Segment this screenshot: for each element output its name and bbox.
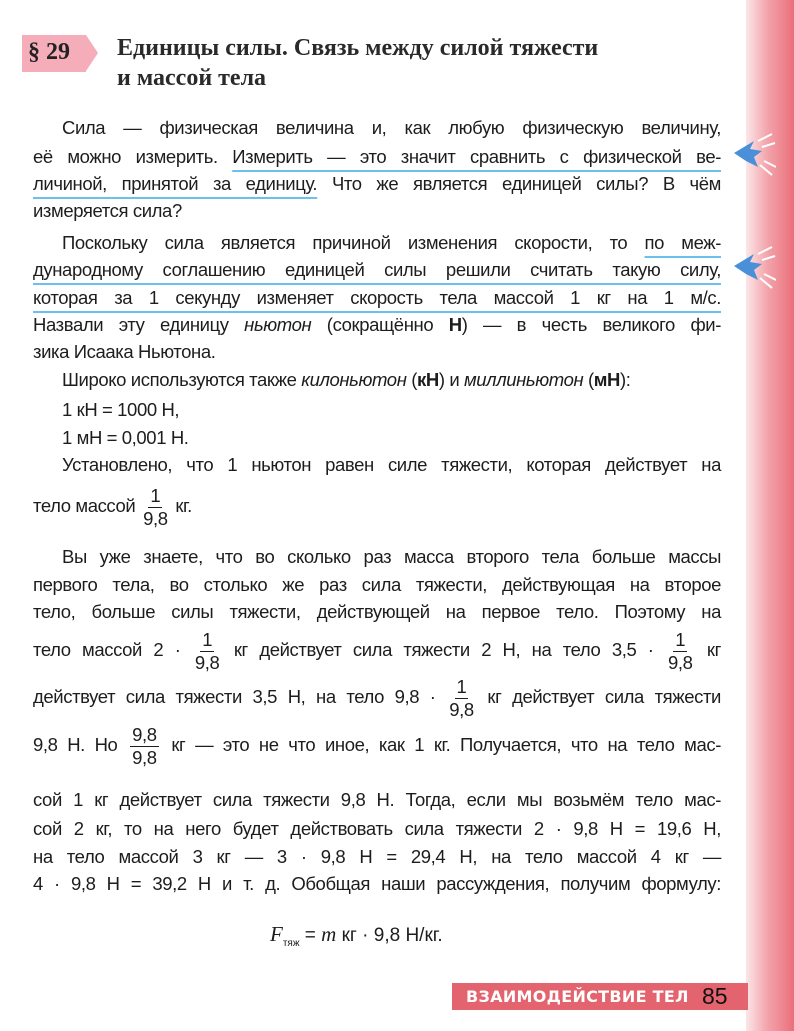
numerator: 9,8 <box>132 723 157 745</box>
text-line: Вы уже знаете, что во сколько раз масса второго тела больше массы <box>62 546 721 567</box>
text-line <box>33 624 721 676</box>
text: тело массой 2 · <box>33 639 181 660</box>
equation: 1 кН = 1000 Н, <box>62 399 180 420</box>
text-line: сой 1 кг действует сила тяжести 9,8 Н. Тогда, если мы возьмём тело мас- <box>33 789 721 810</box>
term: килоньютон <box>301 369 407 390</box>
title-line-1: Единицы силы. Связь между силой тяжести <box>117 35 599 61</box>
formula-mass: m <box>321 922 337 946</box>
text-line: зика Исаака Ньютона. <box>33 341 216 362</box>
text: Что же является единицей силы? В чём <box>317 173 721 194</box>
text-line <box>33 144 721 170</box>
text: Назвали эту единицу <box>33 314 245 335</box>
text-line: первого тела, во столько же раз сила тяжести, действующая на второе <box>33 574 721 595</box>
formula-equals: = <box>299 925 322 946</box>
unit-symbol: кН <box>417 369 439 390</box>
text-line <box>33 257 721 283</box>
text: ) — в честь великого фи- <box>461 314 721 335</box>
highlighted-text: Измерить — это значит сравнить с физической ве- <box>232 146 721 167</box>
text-line: на тело массой 3 кг — 3 · 9,8 Н = 29,4 Н, на тело массой 4 кг — <box>33 846 721 867</box>
title-line-2: и массой тела <box>117 65 267 91</box>
arrow-marker-icon <box>732 246 776 290</box>
numerator: 1 <box>456 675 467 697</box>
numerator: 1 <box>675 628 686 650</box>
text: ): <box>620 369 631 390</box>
fraction <box>449 676 474 721</box>
highlighted-text: дународному соглашению единицей силы решили считать такую силу, <box>33 259 721 280</box>
formula <box>270 920 443 958</box>
formula-rest: кг · 9,8 Н/кг. <box>336 925 443 946</box>
text: ) и <box>438 369 465 390</box>
text-line: тело, больше силы тяжести, действующей на первое тело. Поэтому на <box>33 601 721 622</box>
text: кг. <box>170 495 192 516</box>
text-line <box>33 480 721 532</box>
text: Широко используются также <box>62 369 302 390</box>
unit-symbol: мН <box>593 369 621 390</box>
text: кг — это не что иное, как 1 кг. Получается, что на тело мас- <box>171 734 721 755</box>
text-line: Сила — физическая величина и, как любую физическую величину, <box>62 117 721 138</box>
denominator: 9,8 <box>132 746 157 768</box>
text: ( <box>583 369 594 390</box>
text-line: сой 2 кг, то на него будет действовать сила тяжести 2 · 9,8 Н = 19,6 Н, <box>33 818 721 839</box>
page-number: 85 <box>702 983 728 1009</box>
numerator: 1 <box>202 628 213 650</box>
text: ( <box>406 369 417 390</box>
section-badge <box>22 35 86 72</box>
text-line <box>33 671 721 723</box>
equation: 1 мН = 0,001 Н. <box>62 427 189 448</box>
text: 9,8 Н. Но <box>33 734 118 755</box>
denominator: 9,8 <box>449 698 474 720</box>
text: кг действует сила тяжести <box>487 686 721 707</box>
text: (сокращённо <box>311 314 449 335</box>
text-line <box>62 230 721 256</box>
text: Поскольку сила является причиной изменения скорости, то <box>62 232 645 253</box>
highlighted-text: личиной, принятой за единицу. <box>33 173 318 194</box>
section-number: § 29 <box>28 39 70 65</box>
text-line <box>33 312 721 338</box>
text: кг действует сила тяжести 2 Н, на тело 3,5 · <box>233 639 654 660</box>
page-title <box>117 33 737 93</box>
text-line <box>33 285 721 311</box>
fraction <box>130 724 159 769</box>
text-line <box>33 719 721 771</box>
numerator: 1 <box>150 484 161 506</box>
text-line <box>33 171 721 197</box>
denominator: 9,8 <box>143 507 168 529</box>
text: кг <box>706 639 721 660</box>
arrow-marker-icon <box>732 133 776 177</box>
highlighted-text: которая за 1 секунду изменяет скорость тела массой 1 кг на 1 м/с. <box>33 287 721 308</box>
term-newton: ньютон <box>244 314 312 335</box>
fraction <box>668 629 693 674</box>
denominator: 9,8 <box>194 651 220 673</box>
unit-symbol: Н <box>448 314 462 335</box>
denominator: 9,8 <box>667 651 693 673</box>
highlighted-text: по меж- <box>644 232 722 253</box>
formula-subscript: тяж <box>282 937 300 949</box>
text: её можно измерить. <box>33 146 233 167</box>
term: миллиньютон <box>464 369 584 390</box>
formula-force: F <box>270 922 283 946</box>
chapter-footer <box>452 983 748 1010</box>
text-line: измеряется сила? <box>33 200 182 221</box>
text-line: Установлено, что 1 ньютон равен силе тяжести, которая действует на <box>62 454 721 475</box>
text-line <box>62 367 721 393</box>
chapter-name: ВЗАИМОДЕЙСТВИЕ ТЕЛ <box>466 987 689 1006</box>
fraction <box>195 629 220 674</box>
fraction <box>143 485 168 530</box>
text: тело массой <box>33 495 141 516</box>
text: действует сила тяжести 3,5 Н, на тело 9,8 · <box>33 686 436 707</box>
text-line: 4 · 9,8 Н = 39,2 Н и т. д. Обобщая наши рассуждения, получим формулу: <box>33 873 721 894</box>
